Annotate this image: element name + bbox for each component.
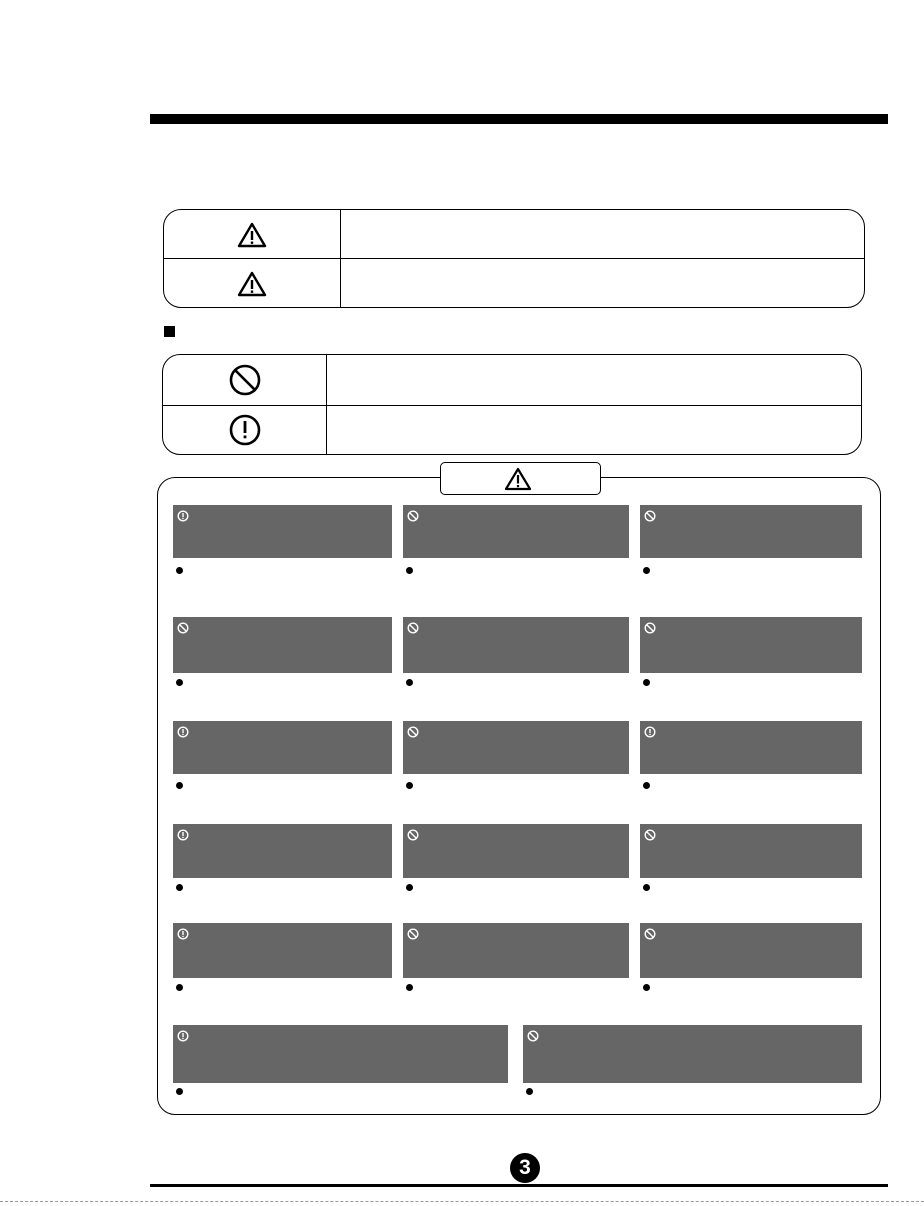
warning-card-note xyxy=(643,778,862,792)
warning-card xyxy=(403,824,629,878)
mandatory-action-icon xyxy=(177,726,189,738)
bullet-dot-icon xyxy=(176,984,183,991)
square-bullet-icon xyxy=(164,326,175,337)
bullet-dot-icon xyxy=(643,679,650,686)
bullet-dot-icon xyxy=(406,782,413,789)
prohibition-icon xyxy=(407,622,419,634)
mandatory-action-icon xyxy=(177,510,189,522)
warning-card xyxy=(173,824,392,878)
warning-card xyxy=(403,721,629,774)
mandatory-action-icon xyxy=(644,726,656,738)
bullet-dot-icon xyxy=(176,782,183,789)
signal-word-legend xyxy=(163,209,865,308)
legend-row-text xyxy=(352,259,852,308)
prohibition-icon xyxy=(644,928,656,940)
prohibition-icon xyxy=(407,928,419,940)
warning-card xyxy=(640,721,862,774)
warning-card xyxy=(640,617,862,673)
warning-card-note xyxy=(406,778,629,792)
prohibition-icon xyxy=(644,829,656,841)
warning-card-note xyxy=(176,675,392,689)
bullet-dot-icon xyxy=(176,567,183,574)
warning-card-note xyxy=(176,880,392,894)
warning-card xyxy=(403,617,629,673)
legend-row-text xyxy=(352,210,852,259)
warning-card-note xyxy=(526,1084,862,1098)
warning-card-note xyxy=(643,880,862,894)
warning-card xyxy=(523,1025,862,1083)
warning-triangle-icon xyxy=(237,222,267,248)
bullet-dot-icon xyxy=(643,567,650,574)
bullet-dot-icon xyxy=(643,884,650,891)
bullet-dot-icon xyxy=(176,679,183,686)
mandatory-action-icon xyxy=(177,928,189,940)
warning-card xyxy=(403,505,629,558)
page-number: 3 xyxy=(510,1153,540,1183)
warning-card-note xyxy=(406,880,629,894)
warning-card-note xyxy=(406,675,629,689)
prohibition-icon xyxy=(644,622,656,634)
bullet-dot-icon xyxy=(176,1088,183,1095)
top-rule xyxy=(150,114,888,124)
warning-card xyxy=(173,1025,508,1083)
warning-card-note xyxy=(643,675,862,689)
warning-card-note xyxy=(176,563,392,577)
warning-card xyxy=(640,923,862,978)
prohibition-icon xyxy=(407,726,419,738)
prohibition-icon xyxy=(644,510,656,522)
warning-card xyxy=(173,505,392,558)
legend-row-danger xyxy=(164,210,864,259)
warning-card xyxy=(173,721,392,774)
prohibition-icon xyxy=(177,622,189,634)
warning-card-note xyxy=(643,980,862,994)
warning-card-note xyxy=(406,563,629,577)
mandatory-action-icon xyxy=(177,829,189,841)
bullet-dot-icon xyxy=(643,782,650,789)
bullet-dot-icon xyxy=(406,884,413,891)
prohibition-icon xyxy=(527,1030,539,1042)
bullet-dot-icon xyxy=(406,984,413,991)
page-edge-line xyxy=(0,1201,924,1202)
warning-card-note xyxy=(176,980,392,994)
prohibition-icon xyxy=(228,363,262,397)
warning-triangle-icon xyxy=(237,271,267,297)
mandatory-action-icon xyxy=(228,413,262,447)
warning-card xyxy=(640,824,862,878)
bullet-dot-icon xyxy=(643,984,650,991)
prohibition-icon xyxy=(407,829,419,841)
mandatory-action-icon xyxy=(177,1030,189,1042)
warning-card-note xyxy=(176,1084,508,1098)
legend-row-mandatory xyxy=(163,405,861,455)
prohibition-icon xyxy=(407,510,419,522)
warning-triangle-icon xyxy=(504,467,532,491)
legend-row-text xyxy=(339,405,849,455)
warning-card xyxy=(403,923,629,978)
bullet-dot-icon xyxy=(176,884,183,891)
warning-card-note xyxy=(176,778,392,792)
warning-card-note xyxy=(406,980,629,994)
bullet-dot-icon xyxy=(526,1088,533,1095)
warning-card xyxy=(640,505,862,558)
legend-row-prohibition xyxy=(163,355,861,405)
warning-card xyxy=(173,617,392,673)
bullet-dot-icon xyxy=(406,567,413,574)
bullet-dot-icon xyxy=(406,679,413,686)
warning-card-note xyxy=(643,563,862,577)
warning-tag xyxy=(440,462,601,495)
warning-card xyxy=(173,923,392,978)
symbol-legend xyxy=(162,354,862,455)
legend-row-warning xyxy=(164,259,864,308)
legend-row-text xyxy=(339,355,849,405)
bottom-rule xyxy=(150,1184,888,1187)
